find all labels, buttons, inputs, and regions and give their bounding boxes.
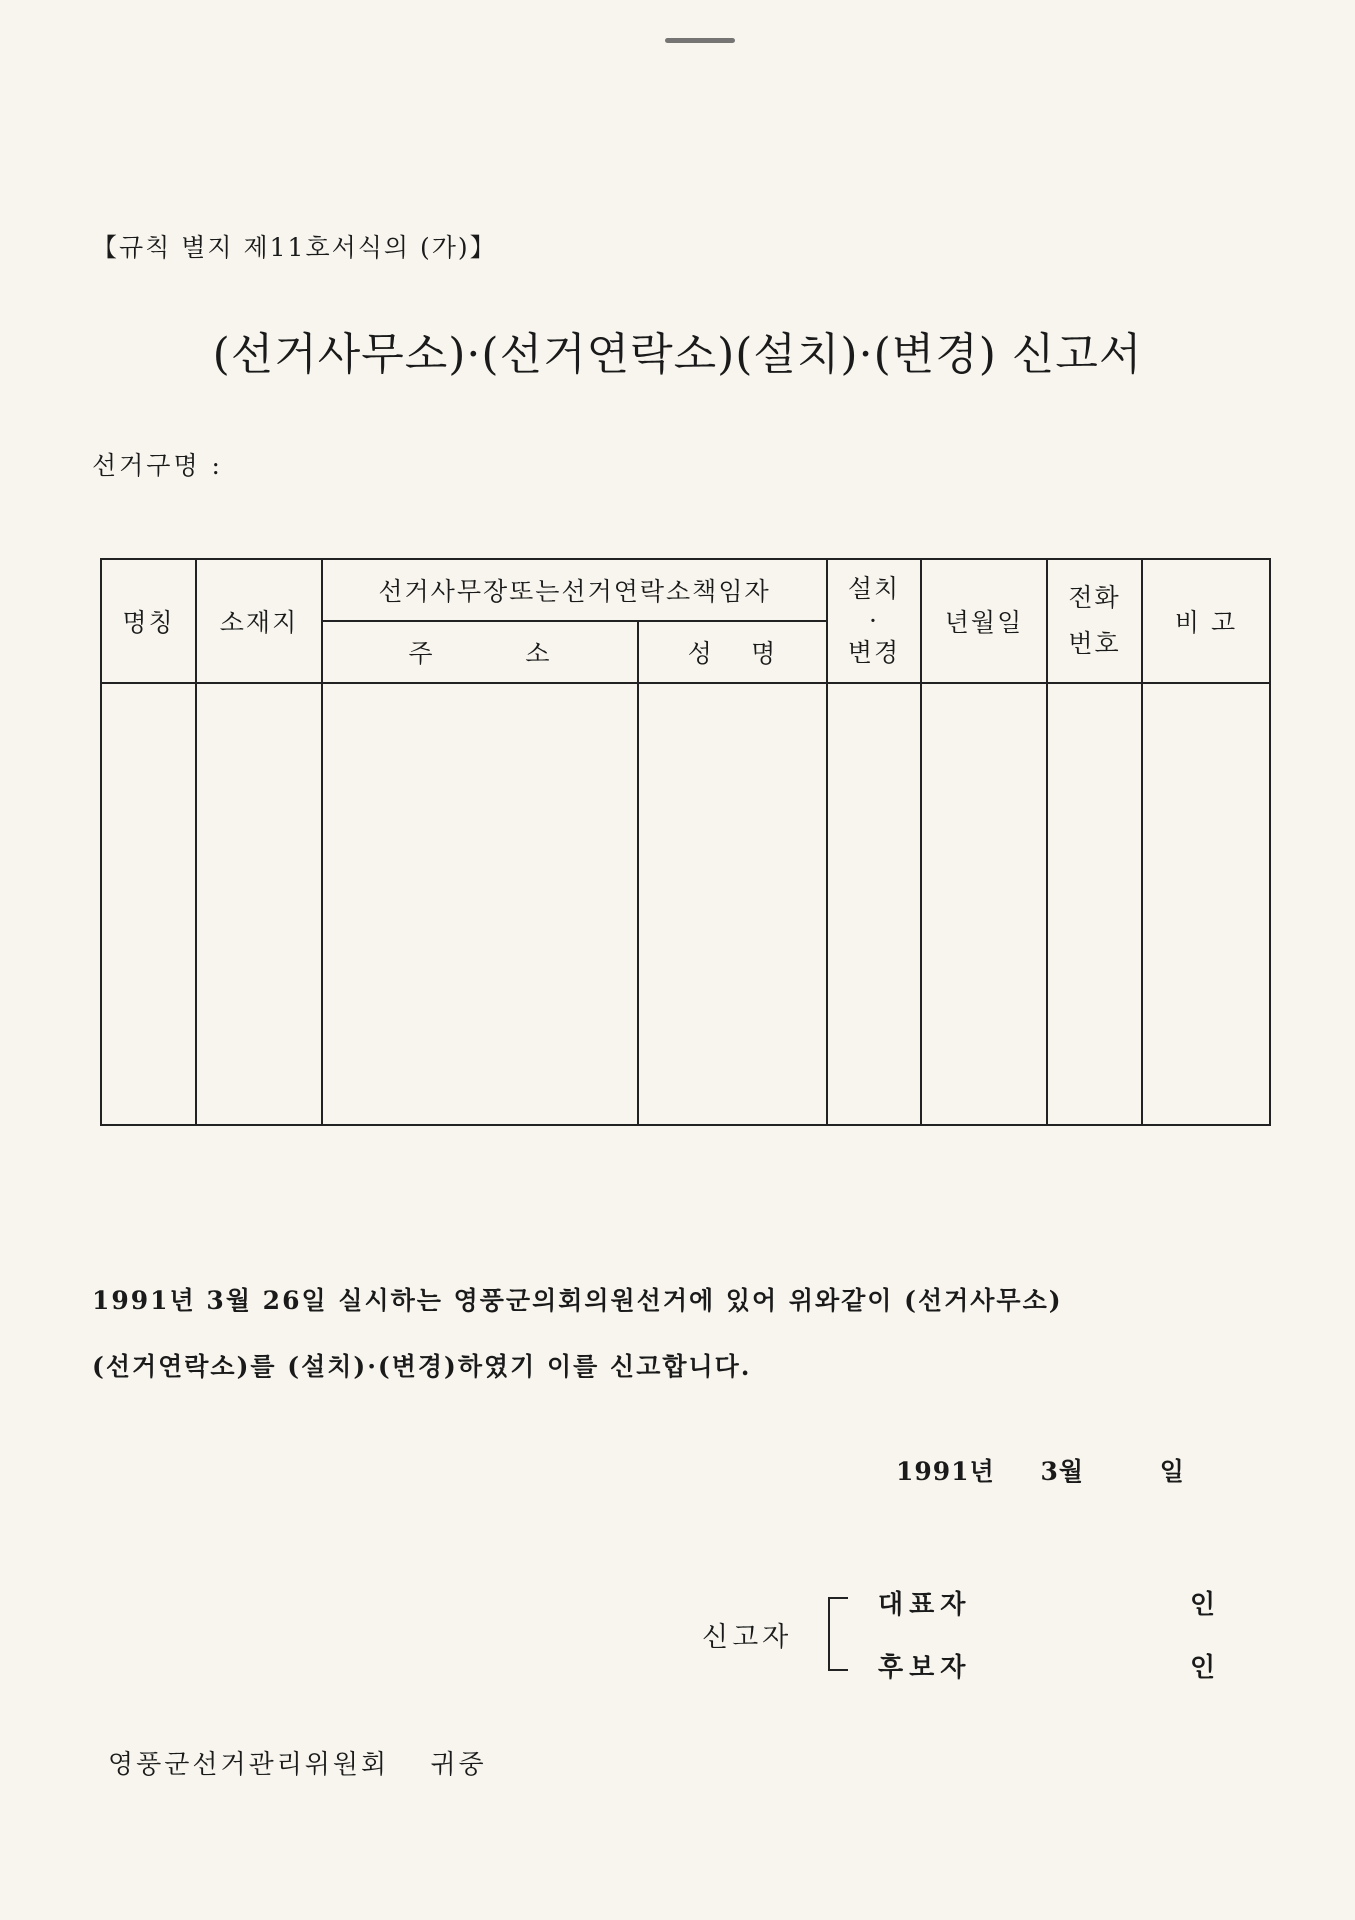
seal-candidate: 인 bbox=[1190, 1653, 1216, 1683]
header-phone-line2: 번호 bbox=[1068, 629, 1121, 658]
declaration-line2: (선거연락소)를 (설치)·(변경)하였기 이를 신고합니다. bbox=[92, 1352, 752, 1381]
header-manager-address bbox=[322, 621, 638, 683]
cell-phone[interactable] bbox=[1047, 683, 1142, 1125]
header-change-label: 변경 bbox=[847, 638, 901, 667]
role-representative: 대표자 bbox=[878, 1590, 972, 1620]
cell-name[interactable] bbox=[101, 683, 196, 1125]
addressee-honorific: 귀중 bbox=[430, 1750, 487, 1780]
table-row bbox=[101, 683, 1270, 1125]
header-date: 년월일 bbox=[921, 559, 1047, 683]
cell-date[interactable] bbox=[921, 683, 1047, 1125]
cell-location[interactable] bbox=[196, 683, 322, 1125]
addressee bbox=[108, 1744, 487, 1781]
header-remarks: 비 고 bbox=[1142, 559, 1270, 683]
staple-mark bbox=[665, 38, 735, 43]
report-table bbox=[100, 558, 1271, 1126]
header-address-char2: 소 bbox=[525, 639, 552, 668]
header-name-char2: 명 bbox=[751, 639, 778, 668]
seal-representative: 인 bbox=[1190, 1590, 1216, 1620]
document-title: (선거사무소)·(선거연락소)(설치)·(변경) 신고서 bbox=[212, 329, 1143, 380]
header-manager-group: 선거사무장또는선거연락소책임자 bbox=[322, 559, 827, 621]
header-manager-name bbox=[638, 621, 827, 683]
header-phone-line1: 전화 bbox=[1068, 583, 1121, 612]
reporter-bracket bbox=[828, 1597, 848, 1671]
report-date bbox=[896, 1452, 1221, 1488]
header-install-label: 설치 bbox=[847, 574, 901, 603]
date-day: 일 bbox=[1159, 1457, 1185, 1486]
header-address-char1: 주 bbox=[408, 639, 435, 668]
role-candidate: 후보자 bbox=[878, 1653, 972, 1683]
cell-manager-name[interactable] bbox=[638, 683, 827, 1125]
date-month: 3월 bbox=[1040, 1457, 1084, 1486]
header-install-change bbox=[827, 559, 921, 683]
header-phone bbox=[1047, 559, 1142, 683]
cell-remarks[interactable] bbox=[1142, 683, 1270, 1125]
header-location: 소재지 bbox=[196, 559, 322, 683]
addressee-org: 영풍군선거관리위원회 bbox=[108, 1750, 390, 1780]
date-year: 1991년 bbox=[896, 1457, 995, 1486]
declaration-text bbox=[92, 1268, 1063, 1400]
header-install-dot: · bbox=[869, 606, 879, 635]
declaration-line1: 1991년 3월 26일 실시하는 영풍군의회의원선거에 있어 위와같이 (선거사무소) bbox=[92, 1286, 1063, 1315]
cell-install-change[interactable] bbox=[827, 683, 921, 1125]
cell-manager-address[interactable] bbox=[322, 683, 638, 1125]
district-label: 선거구명 : bbox=[92, 451, 223, 480]
reporter-label: 신고자 bbox=[702, 1622, 793, 1653]
header-name: 명칭 bbox=[101, 559, 196, 683]
header-name-char1: 성 bbox=[687, 639, 714, 668]
form-reference: 【규칙 별지 제11호서식의 (가)】 bbox=[92, 233, 497, 262]
